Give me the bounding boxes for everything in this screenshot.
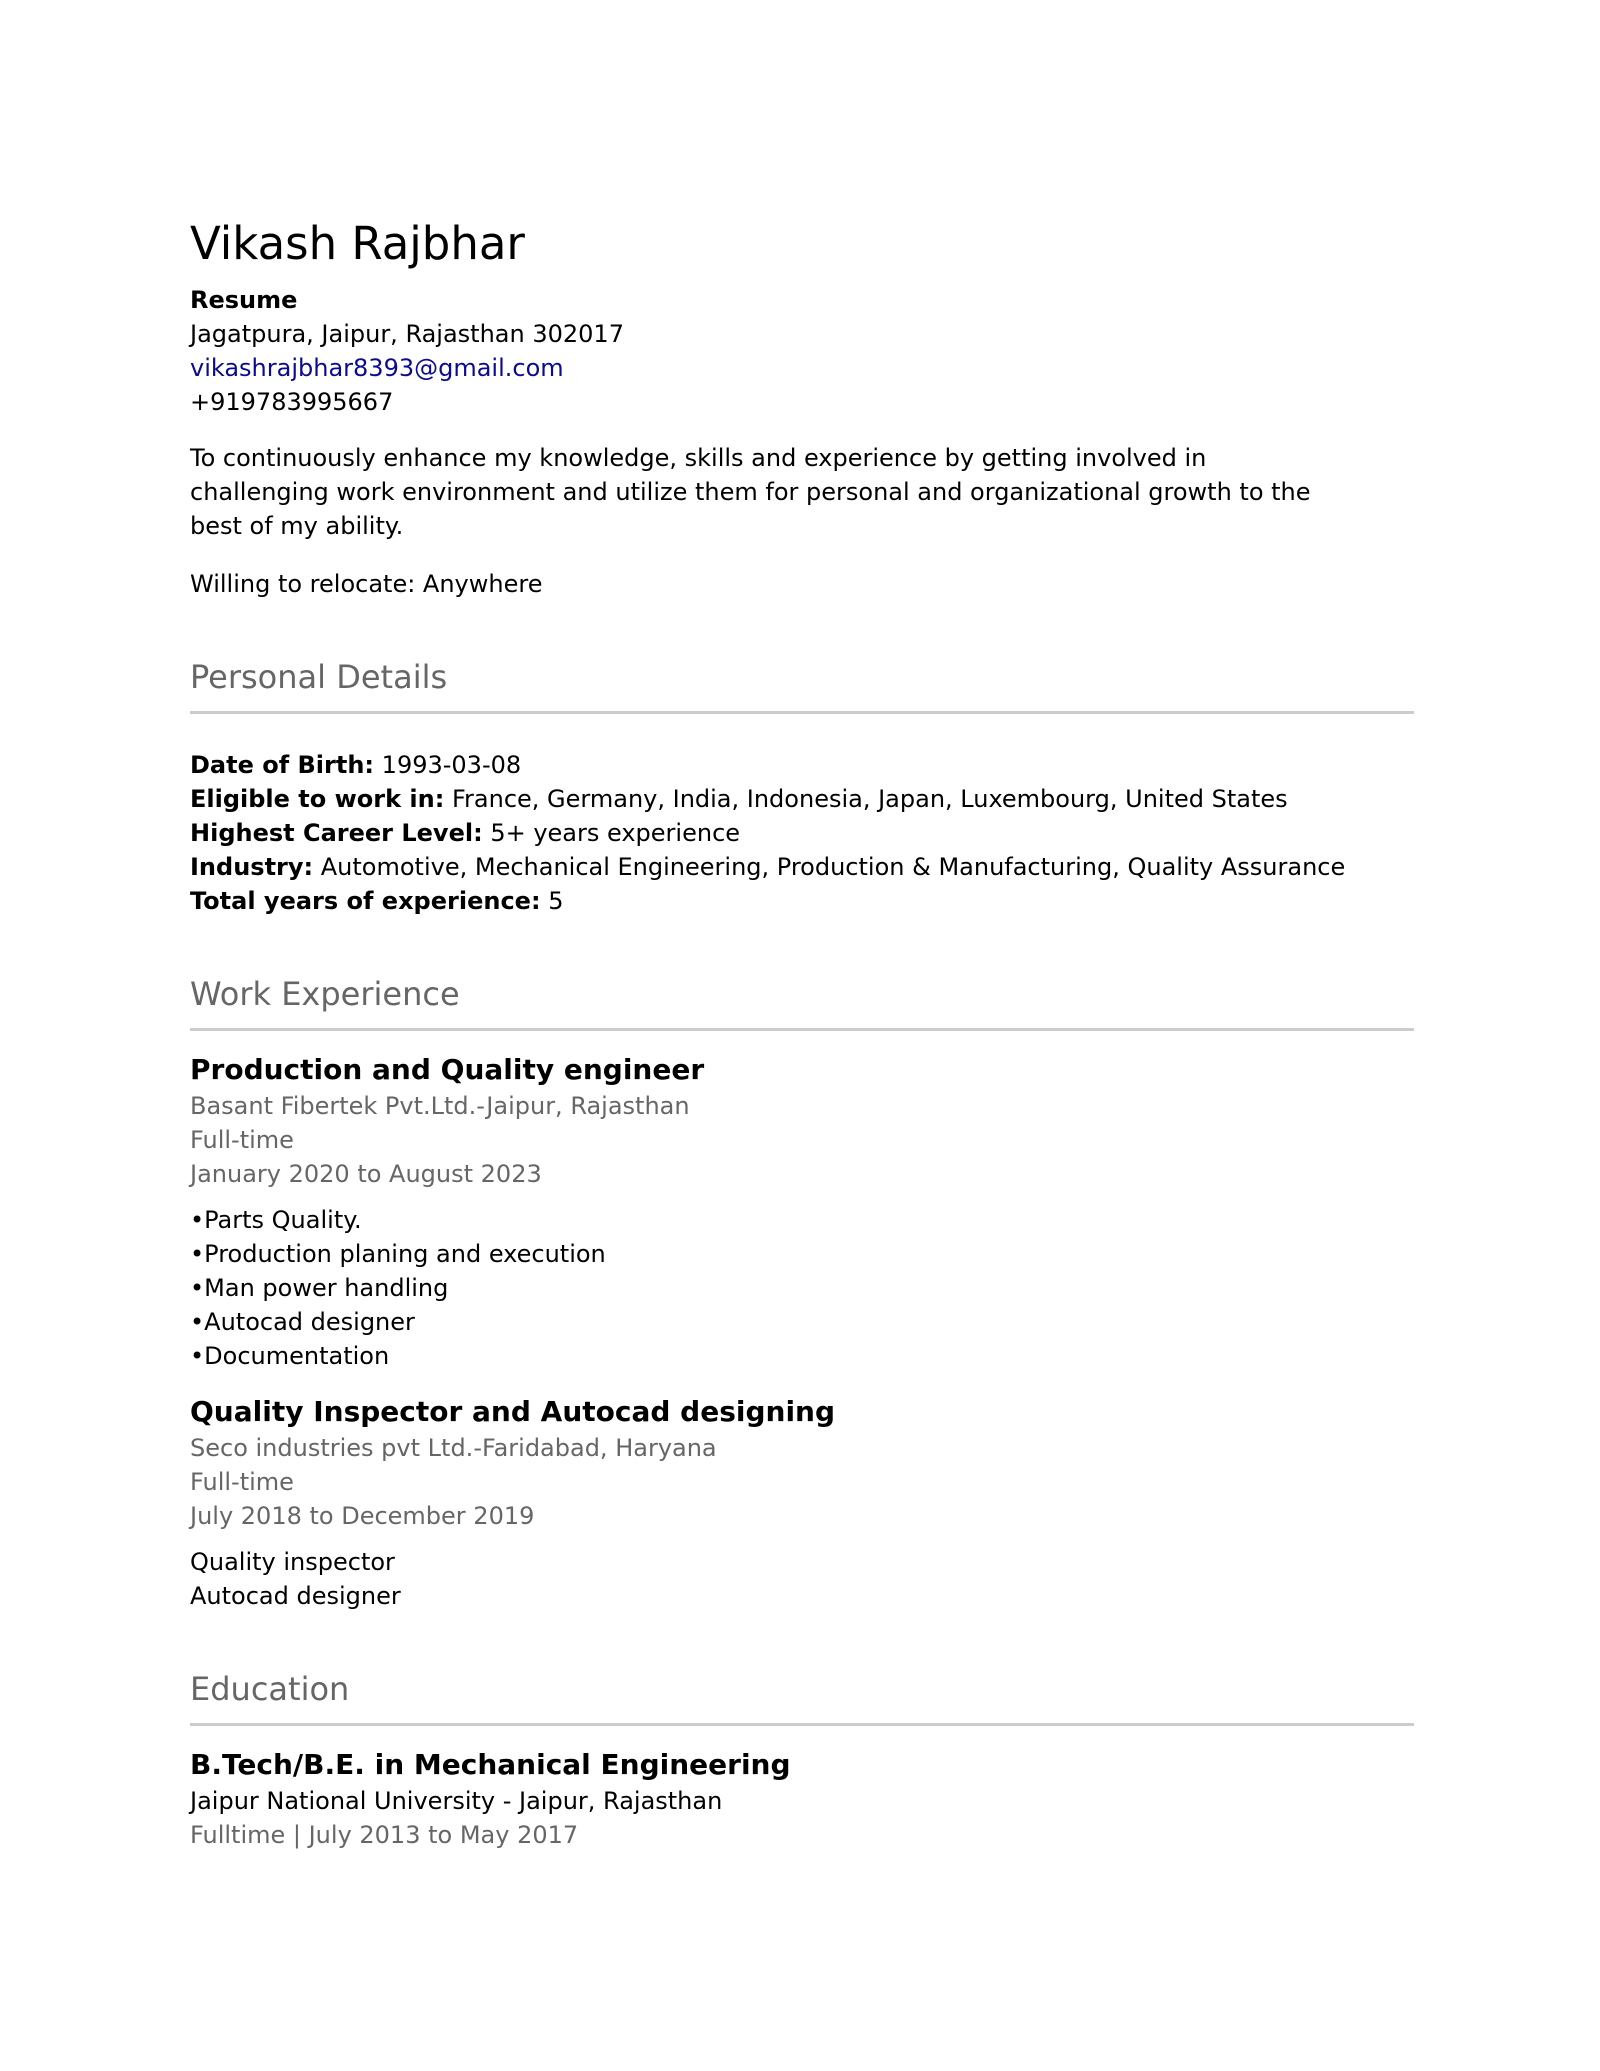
list-item: • Man power handling (190, 1271, 1414, 1305)
degree-title: B.Tech/B.E. in Mechanical Engineering (190, 1748, 791, 1781)
job-bullets (190, 1203, 1414, 1373)
list-item: • Parts Quality. (190, 1203, 1414, 1237)
company-name: Basant Fibertek Pvt.Ltd. (190, 1092, 477, 1120)
email-link[interactable]: vikashrajbhar8393@gmail.com (190, 354, 564, 382)
section-divider (190, 1723, 1414, 1726)
section-divider (190, 711, 1414, 714)
list-item: • Autocad designer (190, 1305, 1414, 1339)
section-divider (190, 1028, 1414, 1031)
education-section (190, 1667, 1414, 1852)
section-title-personal: Personal Details (190, 658, 448, 696)
company-name: Seco industries pvt Ltd. (190, 1434, 474, 1462)
detail-row (190, 850, 1414, 884)
detail-label: Date of Birth: (190, 751, 375, 779)
job-title: Quality Inspector and Autocad designing (190, 1395, 836, 1428)
detail-value: 5+ years experience (490, 819, 741, 847)
detail-label: Highest Career Level: (190, 819, 483, 847)
detail-value: 1993-03-08 (381, 751, 522, 779)
note-line: Autocad designer (190, 1582, 401, 1610)
job-entry (190, 1051, 1414, 1373)
job-type: Full-time (190, 1126, 294, 1154)
job-entry (190, 1393, 1414, 1613)
detail-label: Total years of experience: (190, 887, 541, 915)
detail-row (190, 782, 1414, 816)
section-title-work: Work Experience (190, 975, 460, 1013)
personal-details-section (190, 655, 1414, 918)
list-item: • Documentation (190, 1339, 1414, 1373)
job-dates: January 2020 to August 2023 (190, 1160, 542, 1188)
section-title-education: Education (190, 1670, 350, 1708)
education-details: Fulltime | July 2013 to May 2017 (190, 1821, 579, 1849)
detail-row (190, 884, 1414, 918)
company-location: -Jaipur, Rajasthan (476, 1092, 690, 1120)
detail-value: Automotive, Mechanical Engineering, Production & Manufacturing, Quality Assurance (320, 853, 1346, 881)
detail-label: Eligible to work in: (190, 785, 445, 813)
job-type: Full-time (190, 1468, 294, 1496)
header (190, 213, 1414, 419)
relocate-text: Willing to relocate: Anywhere (190, 570, 543, 598)
job-company (190, 1431, 1414, 1465)
candidate-name: Vikash Rajbhar (190, 217, 525, 270)
resume-label: Resume (190, 286, 298, 314)
phone: +919783995667 (190, 388, 394, 416)
company-location: -Faridabad, Haryana (473, 1434, 717, 1462)
address: Jagatpura, Jaipur, Rajasthan 302017 (190, 320, 624, 348)
job-notes (190, 1545, 1414, 1613)
work-experience-section (190, 972, 1414, 1613)
detail-row (190, 816, 1414, 850)
job-company (190, 1089, 1414, 1123)
list-item: • Production planing and execution (190, 1237, 1414, 1271)
school-name: Jaipur National University - Jaipur, Rajasthan (190, 1787, 723, 1815)
detail-label: Industry: (190, 853, 314, 881)
detail-row (190, 748, 1414, 782)
detail-value: 5 (548, 887, 564, 915)
job-title: Production and Quality engineer (190, 1053, 705, 1086)
detail-value: France, Germany, India, Indonesia, Japan, Luxembourg, United States (451, 785, 1288, 813)
note-line: Quality inspector (190, 1548, 395, 1576)
objective-text: To continuously enhance my knowledge, skills and experience by getting involved in challenging work environment and utilize them for personal and organizational growth to the best of my ability. (190, 444, 1311, 540)
job-dates: July 2018 to December 2019 (190, 1502, 535, 1530)
